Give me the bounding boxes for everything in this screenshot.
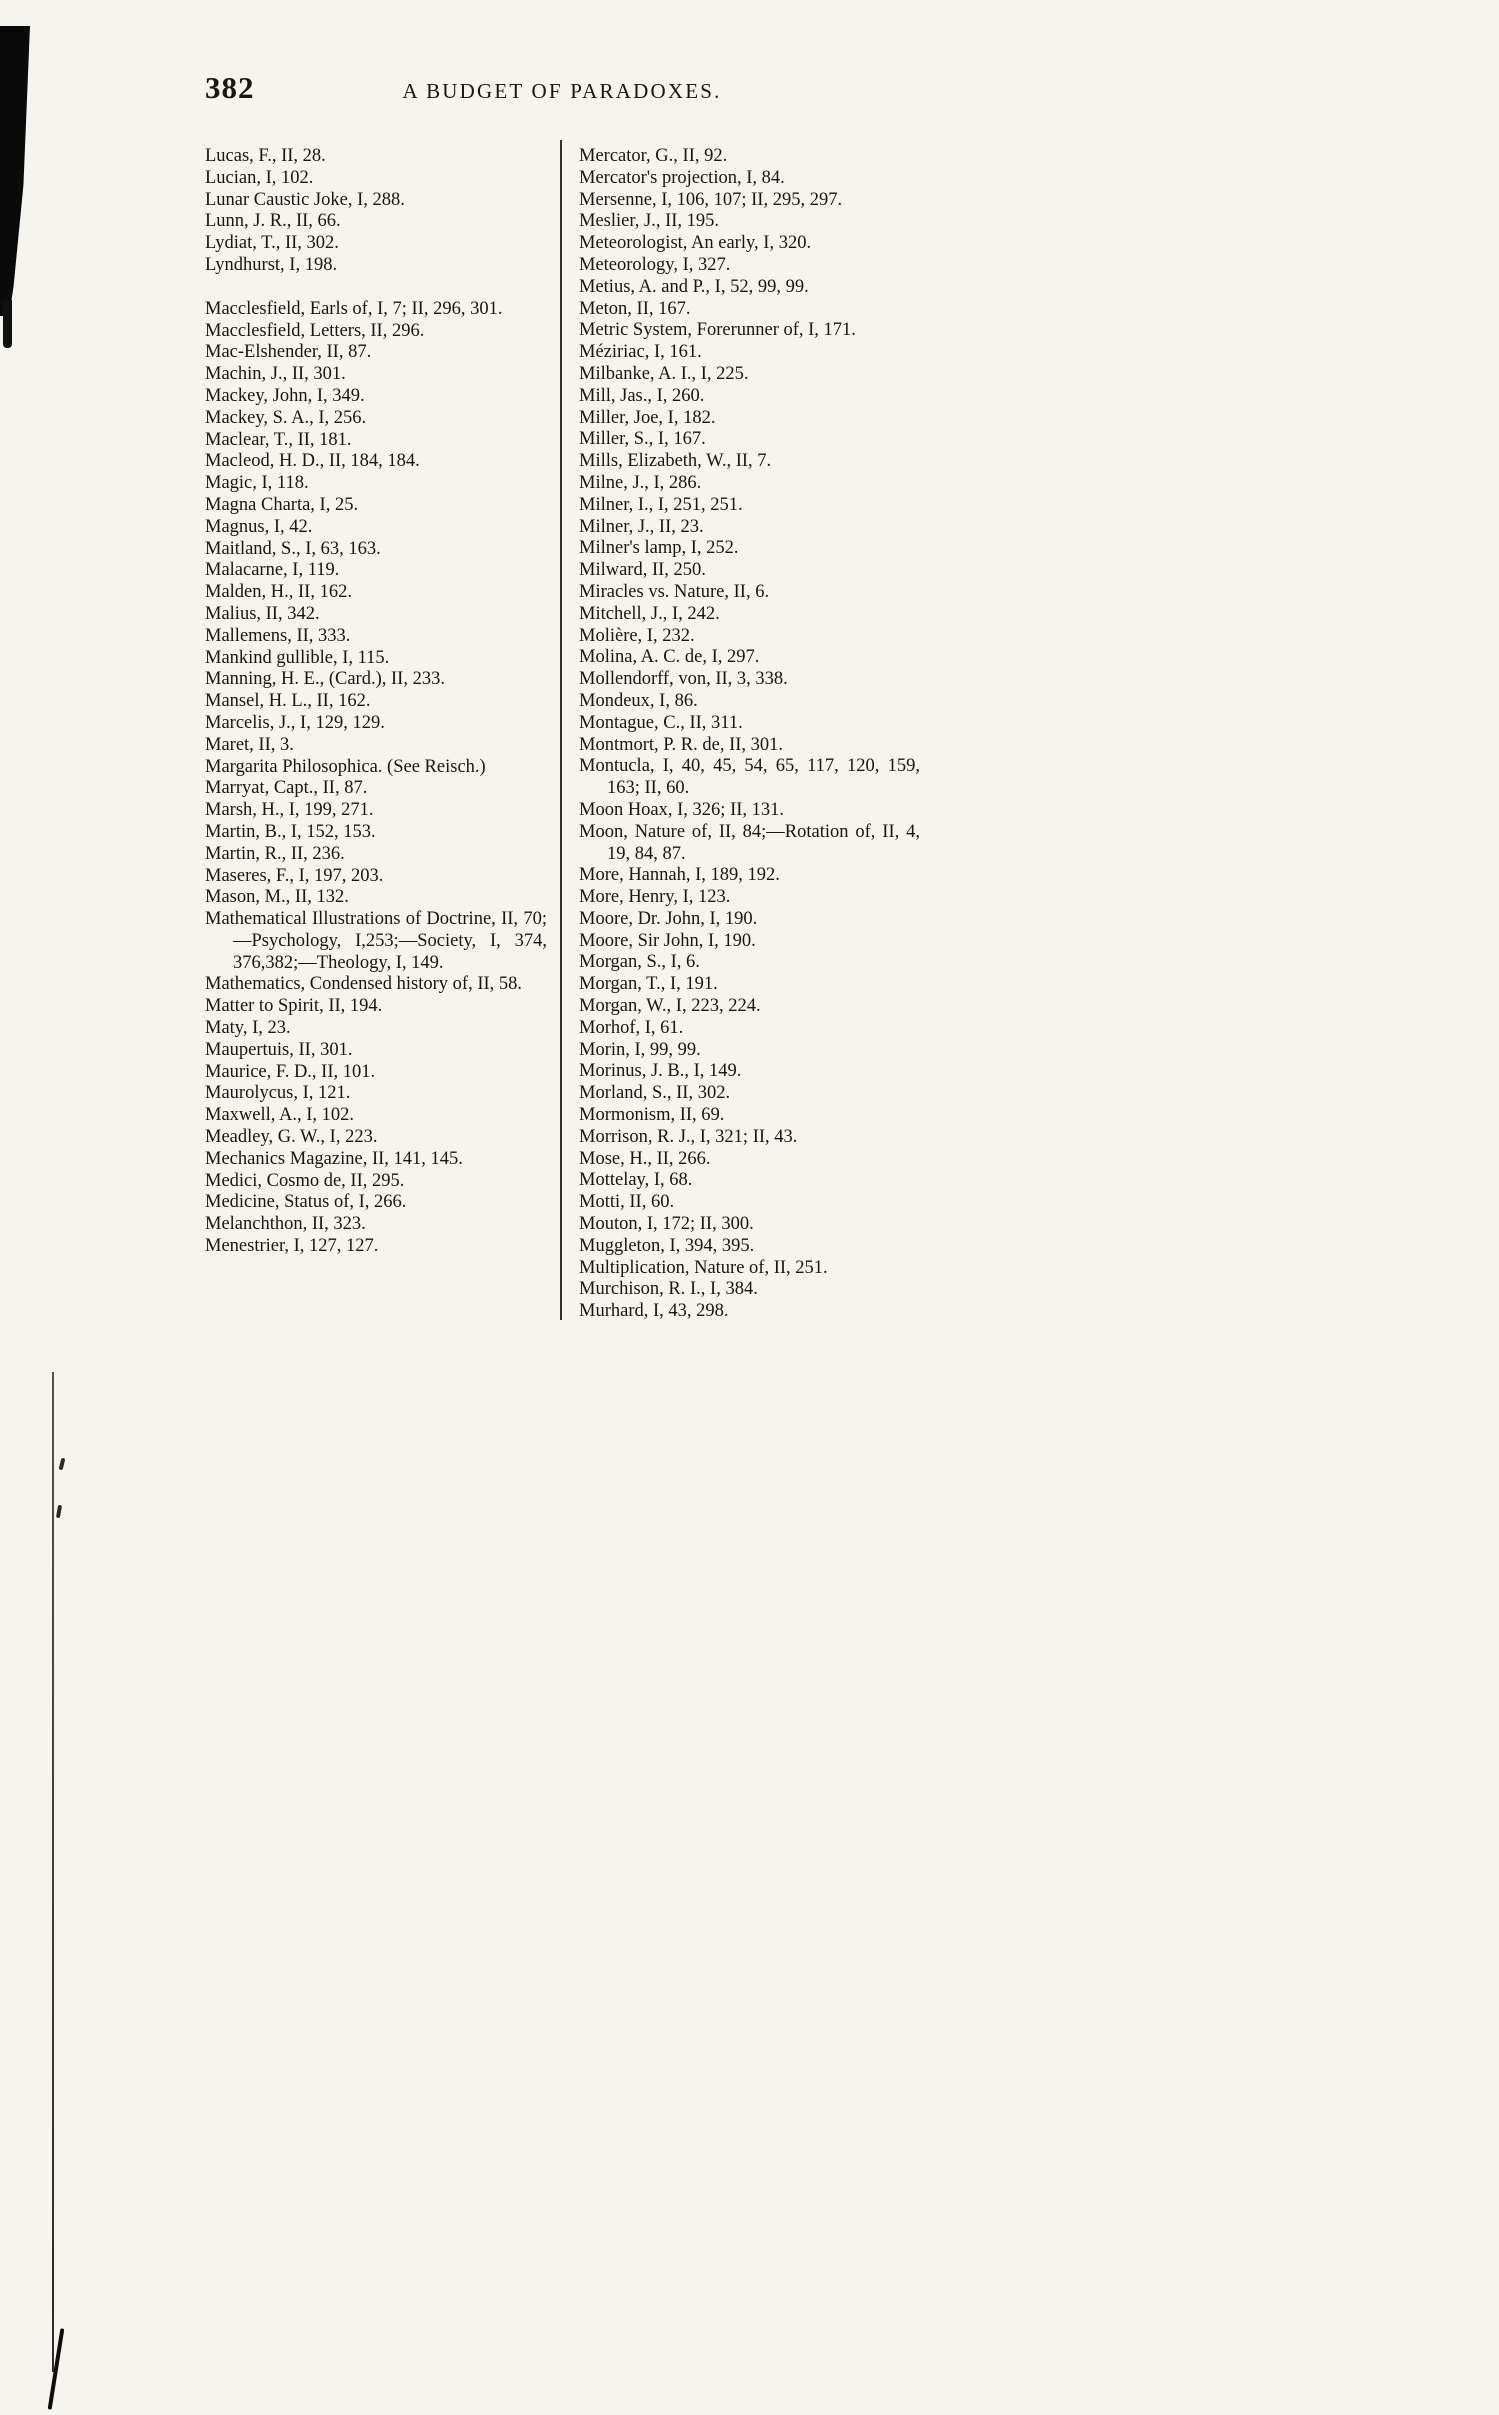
index-entry: Méziriac, I, 161. bbox=[579, 342, 702, 363]
index-entry: Manning, H. E., (Card.), II, 233. bbox=[205, 669, 445, 690]
index-entry: Matter to Spirit, II, 194. bbox=[205, 996, 383, 1017]
index-entry: Mechanics Magazine, II, 141, 145. bbox=[205, 1148, 463, 1169]
index-entry: Lucas, F., II, 28. bbox=[205, 146, 326, 166]
index-column-left bbox=[205, 146, 547, 1258]
index-entry: Morin, I, 99, 99. bbox=[579, 1039, 701, 1060]
index-entry: Malden, H., II, 162. bbox=[205, 582, 352, 603]
index-entry: Moon Hoax, I, 326; II, 131. bbox=[579, 799, 785, 820]
index-entry: Mankind gullible, I, 115. bbox=[205, 647, 390, 668]
index-entry: Milner, J., II, 23. bbox=[579, 516, 704, 537]
scan-artifact-speck bbox=[56, 1505, 62, 1518]
index-entry: Milward, II, 250. bbox=[579, 560, 706, 581]
page-number: 382 bbox=[205, 70, 255, 105]
index-entry: Molière, I, 232. bbox=[579, 625, 695, 646]
index-entry: Marsh, H., I, 199, 271. bbox=[205, 800, 374, 821]
index-entry: Maseres, F., I, 197, 203. bbox=[205, 865, 384, 886]
index-entry: Meteorology, I, 327. bbox=[579, 254, 731, 275]
index-entry: Moore, Dr. John, I, 190. bbox=[579, 908, 758, 929]
index-entry: Lucian, I, 102. bbox=[205, 167, 314, 188]
index-entry: Mercator, G., II, 92. bbox=[579, 146, 728, 166]
index-entry: Melanchthon, II, 323. bbox=[205, 1214, 366, 1235]
index-entry: Mormonism, II, 69. bbox=[579, 1105, 725, 1126]
index-column-right bbox=[579, 146, 920, 1323]
index-entry: Miller, S., I, 167. bbox=[579, 429, 706, 450]
index-entry: Mallemens, II, 333. bbox=[205, 625, 351, 646]
index-entry: Lydiat, T., II, 302. bbox=[205, 233, 339, 254]
index-entry: Meton, II, 167. bbox=[579, 298, 691, 319]
index-entry: Mersenne, I, 106, 107; II, 295, 297. bbox=[579, 189, 843, 210]
index-entry: Montague, C., II, 311. bbox=[579, 712, 743, 733]
index-entry: Mondeux, I, 86. bbox=[579, 690, 698, 711]
index-entry: Milne, J., I, 286. bbox=[579, 472, 702, 493]
index-entry: Martin, R., II, 236. bbox=[205, 843, 345, 864]
index-entry: Lunar Caustic Joke, I, 288. bbox=[205, 189, 405, 210]
index-entry: Milbanke, A. I., I, 225. bbox=[579, 363, 749, 384]
index-entry: Mills, Elizabeth, W., II, 7. bbox=[579, 451, 772, 472]
index-entry: Marryat, Capt., II, 87. bbox=[205, 778, 368, 799]
index-entry: Morinus, J. B., I, 149. bbox=[579, 1061, 742, 1082]
index-entry: Meteorologist, An early, I, 320. bbox=[579, 233, 812, 254]
index-entry: Meslier, J., II, 195. bbox=[579, 211, 720, 232]
index-entry: Montucla, I, 40, 45, 54, 65, 117, 120, 159, 163; II, 60. bbox=[579, 756, 920, 799]
index-entry: Muggleton, I, 394, 395. bbox=[579, 1235, 755, 1256]
scan-artifact-vertical-line bbox=[52, 1372, 54, 2372]
index-entry: Maret, II, 3. bbox=[205, 734, 294, 755]
index-entry: Maclear, T., II, 181. bbox=[205, 429, 352, 450]
index-entry: Martin, B., I, 152, 153. bbox=[205, 821, 376, 842]
index-entry: Molina, A. C. de, I, 297. bbox=[579, 647, 760, 668]
index-entry: Magna Charta, I, 25. bbox=[205, 494, 359, 515]
index-entry: Maty, I, 23. bbox=[205, 1018, 291, 1039]
index-entry: Murhard, I, 43, 298. bbox=[579, 1301, 729, 1322]
index-entry: Miracles vs. Nature, II, 6. bbox=[579, 581, 770, 602]
index-entry: Mansel, H. L., II, 162. bbox=[205, 691, 371, 712]
index-entry: Maitland, S., I, 63, 163. bbox=[205, 538, 381, 559]
index-entry: Motti, II, 60. bbox=[579, 1192, 675, 1213]
index-entry: Mathematics, Condensed history of, II, 58. bbox=[205, 974, 523, 995]
index-entry: Menestrier, I, 127, 127. bbox=[205, 1236, 379, 1257]
running-title: A BUDGET OF PARADOXES. bbox=[402, 79, 722, 103]
index-entry: Maurice, F. D., II, 101. bbox=[205, 1061, 376, 1082]
index-entry: Malacarne, I, 119. bbox=[205, 560, 340, 581]
index-entry: Maupertuis, II, 301. bbox=[205, 1039, 353, 1060]
index-entry: Mercator's projection, I, 84. bbox=[579, 167, 785, 188]
index-entry: Moore, Sir John, I, 190. bbox=[579, 930, 756, 951]
index-entry: Marcelis, J., I, 129, 129. bbox=[205, 712, 385, 733]
index-entry: Moon, Nature of, II, 84;—Rotation of, II, 4, 19, 84, 87. bbox=[579, 821, 920, 864]
index-entry: Lyndhurst, I, 198. bbox=[205, 254, 338, 275]
index-entry: Mackey, John, I, 349. bbox=[205, 385, 365, 406]
index-entry: Mitchell, J., I, 242. bbox=[579, 603, 720, 624]
index-entry: Metric System, Forerunner of, I, 171. bbox=[579, 320, 856, 341]
index-entry: Maxwell, A., I, 102. bbox=[205, 1105, 355, 1126]
index-entry: Mottelay, I, 68. bbox=[579, 1170, 693, 1191]
scan-artifact-black-bar-tail bbox=[3, 300, 12, 348]
scan-artifact-speck bbox=[59, 1458, 66, 1471]
index-entry: Lunn, J. R., II, 66. bbox=[205, 211, 341, 232]
index-entry: More, Henry, I, 123. bbox=[579, 887, 731, 908]
index-entry: Magic, I, 118. bbox=[205, 473, 309, 494]
index-entry: Morhof, I, 61. bbox=[579, 1017, 684, 1038]
index-entry: Morgan, S., I, 6. bbox=[579, 952, 700, 973]
index-entry: Mollendorff, von, II, 3, 338. bbox=[579, 669, 788, 690]
index-entry: Magnus, I, 42. bbox=[205, 516, 313, 537]
index-entry: Morrison, R. J., I, 321; II, 43. bbox=[579, 1126, 798, 1147]
index-entry: Macclesfield, Earls of, I, 7; II, 296, 301. bbox=[205, 298, 503, 319]
index-entry: Milner's lamp, I, 252. bbox=[579, 538, 739, 559]
index-entry: Mill, Jas., I, 260. bbox=[579, 385, 705, 406]
column-divider bbox=[560, 140, 562, 1320]
index-entry: Milner, I., I, 251, 251. bbox=[579, 494, 743, 515]
index-entry: Machin, J., II, 301. bbox=[205, 364, 346, 385]
index-entry: More, Hannah, I, 189, 192. bbox=[579, 865, 780, 886]
index-entry: Miller, Joe, I, 182. bbox=[579, 407, 716, 428]
index-entry: Montmort, P. R. de, II, 301. bbox=[579, 734, 784, 755]
index-entry: Mac-Elshender, II, 87. bbox=[205, 342, 372, 363]
index-entry: Medicine, Status of, I, 266. bbox=[205, 1192, 407, 1213]
scan-artifact-stroke bbox=[48, 2328, 65, 2410]
index-entry: Morgan, W., I, 223, 224. bbox=[579, 996, 761, 1017]
index-entry: Macclesfield, Letters, II, 296. bbox=[205, 320, 425, 341]
index-entry: Murchison, R. I., I, 384. bbox=[579, 1279, 758, 1300]
index-entry: Mouton, I, 172; II, 300. bbox=[579, 1214, 754, 1235]
index-entry: Mackey, S. A., I, 256. bbox=[205, 407, 367, 428]
scan-artifact-black-bar bbox=[0, 26, 30, 316]
index-entry: Malius, II, 342. bbox=[205, 603, 320, 624]
index-entry: Metius, A. and P., I, 52, 99, 99. bbox=[579, 276, 809, 297]
index-entry: Mason, M., II, 132. bbox=[205, 887, 349, 908]
index-entry: Maurolycus, I, 121. bbox=[205, 1083, 351, 1104]
index-entry: Macleod, H. D., II, 184, 184. bbox=[205, 451, 420, 472]
index-entry: Morland, S., II, 302. bbox=[579, 1083, 731, 1104]
index-entry: Margarita Philosophica. (See Reisch.) bbox=[205, 756, 486, 777]
index-entry: Mose, H., II, 266. bbox=[579, 1148, 711, 1169]
index-entry: Multiplication, Nature of, II, 251. bbox=[579, 1257, 828, 1278]
index-entry: Meadley, G. W., I, 223. bbox=[205, 1127, 378, 1148]
index-entry: Medici, Cosmo de, II, 295. bbox=[205, 1170, 405, 1191]
index-entry: Morgan, T., I, 191. bbox=[579, 974, 718, 995]
index-entry: Mathematical Illustrations of Doctrine, II, 70;—Psychology, I,253;—Society, I, 374, 376,382;—Theology, I, 149. bbox=[205, 909, 547, 973]
